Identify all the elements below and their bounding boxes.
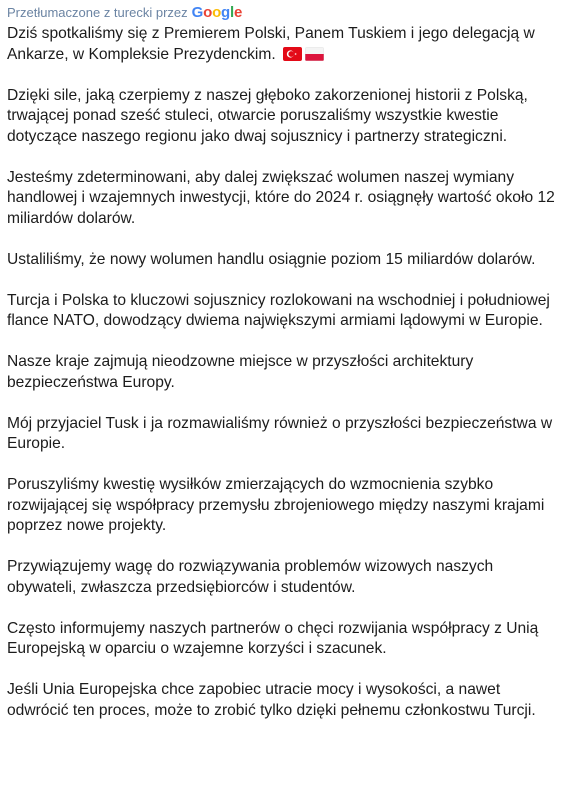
post-paragraph: Często informujemy naszych partnerów o chęci rozwijania współpracy z Unią Europejską w oparciu o wzajemne korzyści i szacunek. (7, 619, 539, 657)
google-logo-letter: l (230, 3, 234, 21)
post-body (7, 24, 563, 721)
google-logo-letter: e (233, 3, 243, 21)
google-logo (192, 5, 243, 20)
google-logo-letter: o (203, 3, 213, 21)
google-logo-letter: o (212, 3, 222, 21)
google-logo-letter: g (221, 3, 230, 21)
post-paragraph: Nasze kraje zajmują nieodzowne miejsce w przyszłości architektury bezpieczeństwa Europy. (7, 353, 474, 391)
poland-flag-icon (305, 47, 324, 61)
post-paragraph (7, 24, 563, 65)
translation-label[interactable]: Przetłumaczone z turecki przez (7, 4, 188, 20)
translation-attribution[interactable] (7, 2, 563, 22)
post-paragraph: Jesteśmy zdeterminowani, aby dalej zwiększać wolumen naszej wymiany handlowej i wzajemnych inwestycji, które do 2024 r. osiągnęły wartość około 12 miliardów dolarów. (7, 168, 555, 227)
post-paragraph: Ustaliliśmy, że nowy wolumen handlu osiągnie poziom 15 miliardów dolarów. (7, 250, 536, 268)
post-paragraph: Turcja i Polska to kluczowi sojusznicy rozlokowani na wschodniej i południowej flance NATO, dowodzący dwiema największymi armiami lądowymi w Europie. (7, 291, 550, 329)
post-paragraph: Mój przyjaciel Tusk i ja rozmawialiśmy również o przyszłości bezpieczeństwa w Europie. (7, 414, 553, 452)
translated-post (7, 2, 563, 721)
post-paragraph: Poruszyliśmy kwestię wysiłków zmierzających do wzmocnienia szybko rozwijającej się współpracy przemysłu zbrojeniowego między naszymi krajami poprzez nowe projekty. (7, 476, 545, 534)
google-logo-letter: G (191, 3, 204, 21)
post-paragraph: Przywiązujemy wagę do rozwiązywania problemów wizowych naszych obywateli, zwłaszcza przedsiębiorców i studentów. (7, 558, 494, 596)
turkey-flag-icon (283, 47, 302, 61)
post-paragraph: Dzięki sile, jaką czerpiemy z naszej głęboko zakorzenionej historii z Polską, trwającej ponad sześć stuleci, otwarcie poruszaliśmy wszystkie kwestie dotyczące naszego regionu jako dwaj sojusznicy i partnerzy strategiczni. (7, 86, 528, 145)
post-paragraph: Jeśli Unia Europejska chce zapobiec utracie mocy i wysokości, a nawet odwrócić ten proces, może to zrobić tylko dzięki pełnemu członkostwu Turcji. (7, 681, 536, 719)
paragraph-text: Dziś spotkaliśmy się z Premierem Polski, Panem Tuskiem i jego delegacją w Ankarze, w Kompleksie Prezydenckim. (7, 25, 535, 63)
